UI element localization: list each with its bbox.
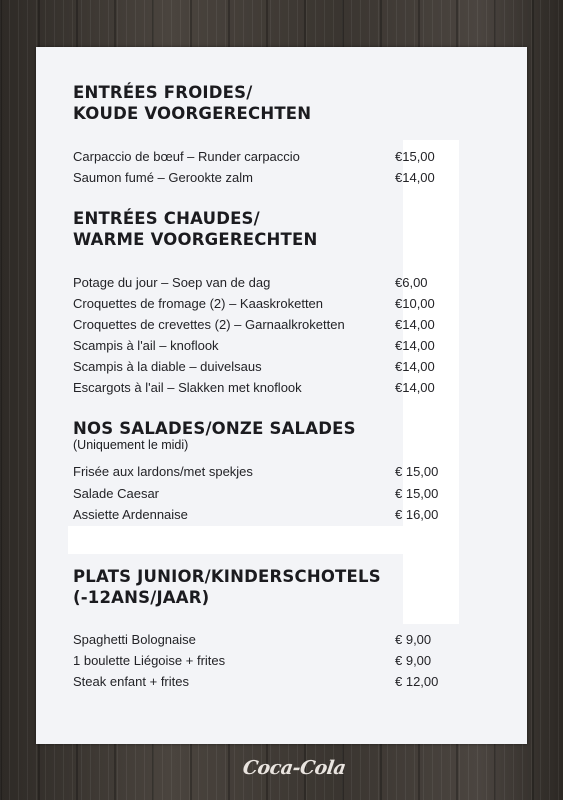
menu-item <box>73 464 453 484</box>
menu-item-price: € 15,00 <box>395 464 439 479</box>
menu-item-price: € 12,00 <box>395 674 439 689</box>
menu-item-name: Croquettes de fromage (2) – Kaaskroketten <box>73 296 324 311</box>
menu-item <box>73 317 453 337</box>
menu-item-name: Scampis à la diable – duivelsaus <box>73 359 262 374</box>
menu-item-price: €14,00 <box>395 170 435 185</box>
menu-item <box>73 632 453 652</box>
menu-item-name: Escargots à l'ail – Slakken met knoflook <box>73 380 302 395</box>
menu-item-name: Assiette Ardennaise <box>73 507 188 522</box>
menu-item <box>73 380 453 400</box>
menu-item-name: Frisée aux lardons/met spekjes <box>73 464 253 479</box>
menu-item-name: Scampis à l'ail – knoflook <box>73 338 219 353</box>
menu-item-name: Spaghetti Bolognaise <box>73 632 196 647</box>
menu-item-price: €14,00 <box>395 380 435 395</box>
menu-item <box>73 359 453 379</box>
menu-item <box>73 507 453 527</box>
section-note: (Uniquement le midi) <box>73 438 189 452</box>
section-heading-cold-starters: ENTRÉES FROIDES/ KOUDE VOORGERECHTEN <box>73 83 312 123</box>
menu-item-name: 1 boulette Liégoise + frites <box>73 653 226 668</box>
coca-cola-logo: Coca-Cola <box>241 757 347 779</box>
menu-item <box>73 149 453 169</box>
menu-item-name: Saumon fumé – Gerookte zalm <box>73 170 253 185</box>
menu-item-name: Carpaccio de bœuf – Runder carpaccio <box>73 149 300 164</box>
menu-item <box>73 674 453 694</box>
menu-item <box>73 296 453 316</box>
menu-item-price: €15,00 <box>395 149 435 164</box>
menu-item-price: €14,00 <box>395 338 435 353</box>
menu-item-name: Salade Caesar <box>73 486 159 501</box>
menu-item-price: € 16,00 <box>395 507 439 522</box>
menu-item <box>73 653 453 673</box>
menu-item-name: Steak enfant + frites <box>73 674 189 689</box>
menu-item <box>73 338 453 358</box>
menu-item-name: Potage du jour – Soep van de dag <box>73 275 271 290</box>
menu-item-price: € 9,00 <box>395 653 432 668</box>
section-heading-hot-starters: ENTRÉES CHAUDES/ WARME VOORGERECHTEN <box>73 209 318 249</box>
menu-item-price: €14,00 <box>395 317 435 332</box>
section-heading-junior: PLATS JUNIOR/KINDERSCHOTELS (-12ANS/JAAR) <box>73 567 381 607</box>
menu-item <box>73 486 453 506</box>
menu-item-price: €6,00 <box>395 275 428 290</box>
menu-item-price: €10,00 <box>395 296 435 311</box>
menu-item-price: €14,00 <box>395 359 435 374</box>
menu-item <box>73 170 453 190</box>
menu-item <box>73 275 453 295</box>
menu-item-price: € 15,00 <box>395 486 439 501</box>
menu-item-name: Croquettes de crevettes (2) – Garnaalkroketten <box>73 317 345 332</box>
correction-patch-salads <box>68 526 458 554</box>
section-heading-salads: NOS SALADES/ONZE SALADES <box>73 419 356 438</box>
menu-item-price: € 9,00 <box>395 632 432 647</box>
